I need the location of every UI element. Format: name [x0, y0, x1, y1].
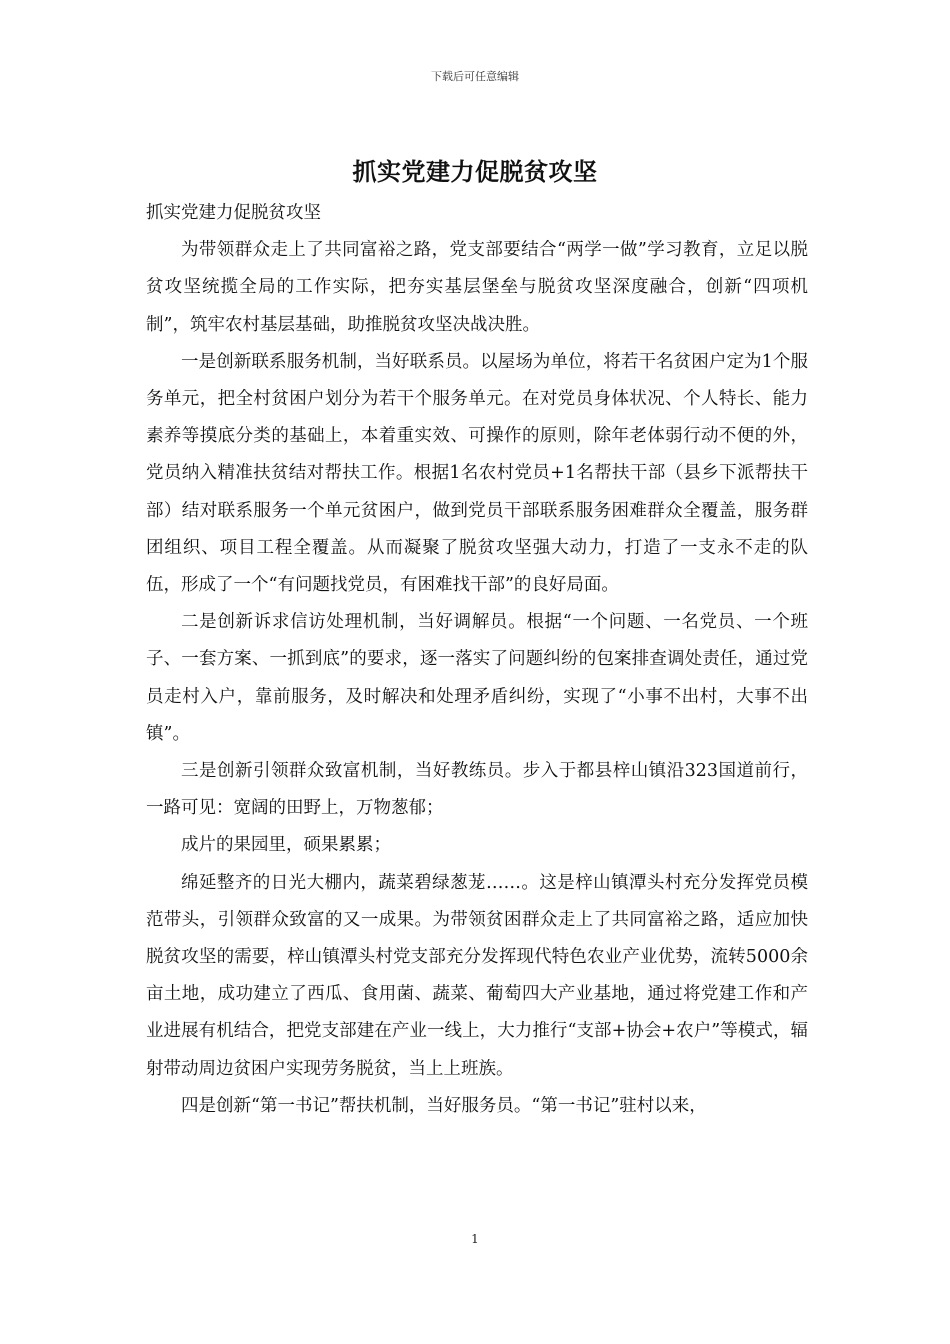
body-subtitle: 抓实党建力促脱贫攻坚 — [146, 203, 321, 223]
paragraph-intro: 为带领群众走上了共同富裕之路，党支部要结合“两学一做”学习教育，立足以脱贫攻坚统揽全局的工作实际，把夯实基层堡垒与脱贫攻坚深度融合，创新“四项机制”，筑牢农村基层基础，助推脱贫攻坚决战决胜。 — [146, 240, 808, 335]
paragraph-orchard: 成片的果园里，硕果累累； — [181, 835, 391, 856]
paragraph-mechanism-3: 三是创新引领群众致富机制，当好教练员。步入于都县梓山镇沿323国道前行，一路可见：宽阔的田野上，万物葱郁； — [146, 761, 808, 819]
document-body — [146, 195, 808, 1125]
document-title: 抓实党建力促脱贫攻坚 — [352, 157, 598, 186]
paragraph-mechanism-2: 二是创新诉求信访处理机制，当好调解员。根据“一个问题、一名党员、一个班子、一套方案、一抓到底”的要求，逐一落实了问题纠纷的包案排查调处责任，通过党员走村入户，靠前服务，及时解决和处理矛盾纠纷，实现了“小事不出村，大事不出镇”。 — [146, 612, 808, 744]
header-note: 下载后可任意编辑 — [431, 70, 519, 83]
page-number: 1 — [471, 1232, 479, 1246]
paragraph-mechanism-1: 一是创新联系服务机制，当好联系员。以屋场为单位，将若干名贫困户定为1个服务单元，把全村贫困户划分为若干个服务单元。在对党员身体状况、个人特长、能力素养等摸底分类的基础上，本着重实效、可操作的原则，除年老体弱行动不便的外，党员纳入精准扶贫结对帮扶工作。根据1名农村党员+1名帮扶干部（县乡下派帮扶干部）结对联系服务一个单元贫困户，做到党员干部联系服务困难群众全覆盖，服务群团组织、项目工程全覆盖。从而凝聚了脱贫攻坚强大动力，打造了一支永不走的队伍，形成了一个“有问题找党员，有困难找干部”的良好局面。 — [146, 351, 808, 596]
paragraph-mechanism-4: 四是创新“第一书记”帮扶机制，当好服务员。“第一书记”驻村以来， — [181, 1095, 707, 1116]
paragraph-greenhouse: 绵延整齐的日光大棚内，蔬菜碧绿葱茏……。这是梓山镇潭头村充分发挥党员模范带头，引领群众致富的又一成果。为带领贫困群众走上了共同富裕之路，适应加快脱贫攻坚的需要，梓山镇潭头村党支部充分发挥现代特色农业产业优势，流转5000余亩土地，成功建立了西瓜、食用菌、蔬菜、葡萄四大产业基地，通过将党建工作和产业进展有机结合，把党支部建在产业一线上，大力推行“支部+协会+农户”等模式，辐射带动周边贫困户实现劳务脱贫，当上上班族。 — [146, 872, 808, 1079]
